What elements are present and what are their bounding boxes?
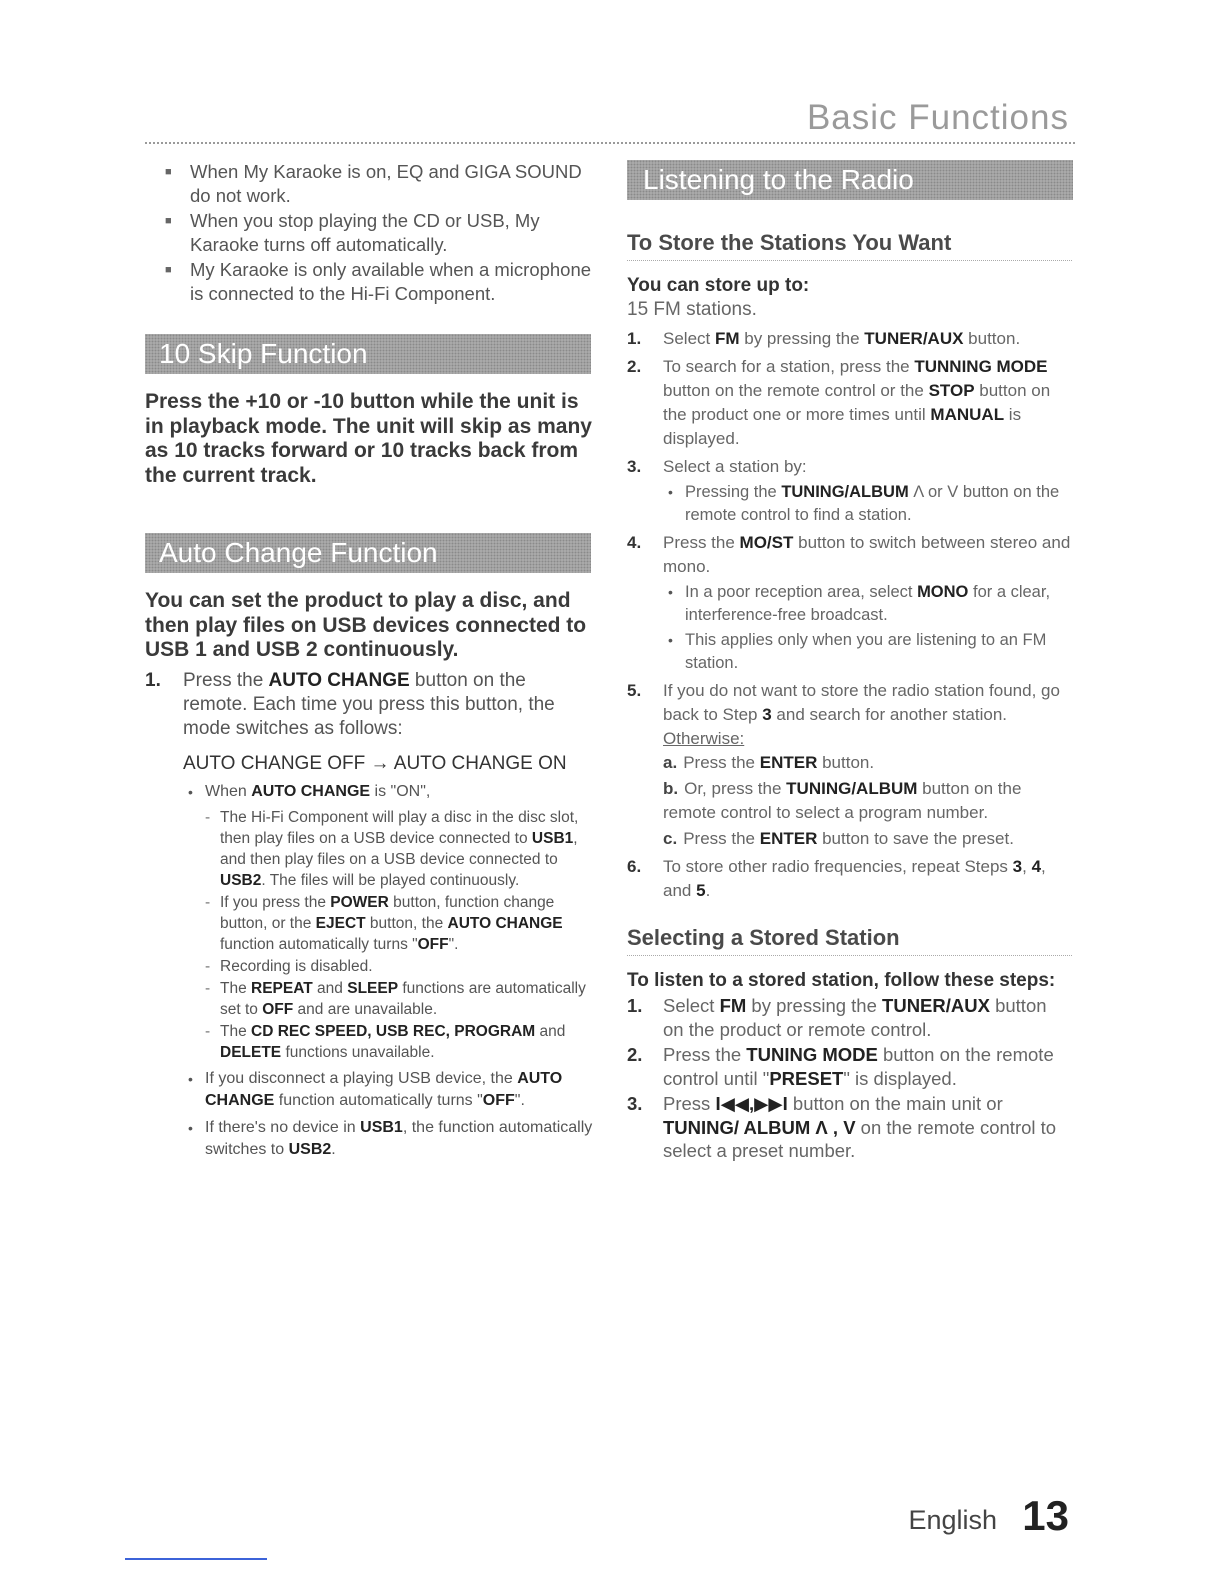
store-capacity: 15 FM stations. xyxy=(627,299,757,320)
skip-function-text: Press the +10 or -10 button while the unit is in playback mode. The unit will skip as many as 10 tracks forward or 10 tracks back from the current track. xyxy=(145,390,592,487)
store-intro: You can store up to: xyxy=(627,275,810,296)
list-item: • If you disconnect a playing USB device, the AUTO CHANGE function automatically turns "OFF". xyxy=(188,1069,563,1109)
step-2: 2. Press the TUNING MODE button on the remote control until "PRESET" is displayed. xyxy=(627,1044,1054,1089)
right-column xyxy=(627,160,1072,1165)
square-bullet-icon: ■ xyxy=(165,215,172,227)
auto-change-intro: You can set the product to play a disc, and then play files on USB devices connected to USB 1 and USB 2 continuously. xyxy=(145,589,587,661)
step-1: 1. Select FM by pressing the TUNER/AUX button. xyxy=(627,329,1021,348)
sub-step-c: c. Press the ENTER button to save the preset. xyxy=(663,829,1014,848)
step-5: 5. If you do not want to store the radio station found, go back to Step 3 and search for another station. Otherwise: a. Press the ENTER button. b. Or, press the TUNING/ALBUM button on the remote control to select a program number. c. Press the ENTER button to save the preset. xyxy=(627,679,1072,851)
karaoke-notes xyxy=(145,160,593,306)
sub-step-b: b. Or, press the TUNING/ALBUM button on the remote control to select a program number. xyxy=(663,779,1022,822)
store-stations-heading: To Store the Stations You Want xyxy=(627,230,1072,261)
selecting-intro: To listen to a stored station, follow these steps: xyxy=(627,970,1056,991)
radio-banner: Listening to the Radio xyxy=(627,160,1073,200)
bullet-dot-icon: • xyxy=(188,783,193,800)
step-3: 3. Press I◀◀,▶▶I button on the main unit or TUNING/ ALBUM Λ , V on the remote control to select a preset number. xyxy=(627,1093,1057,1161)
bullet-dot-icon: • xyxy=(668,484,673,500)
step-1: 1. Select FM by pressing the TUNER/AUX button on the product or remote control. xyxy=(627,995,1047,1040)
step-2: 2. To search for a station, press the TUNNING MODE button on the remote control or the STOP button on the product one or more times until MANUAL is displayed. xyxy=(627,357,1051,448)
bullet-dot-icon: • xyxy=(188,1119,193,1136)
list-item: • Pressing the TUNING/ALBUM Λ or V button on the remote control to find a station. xyxy=(668,483,1060,524)
sub-step-a: a. Press the ENTER button. xyxy=(663,753,875,772)
list-item: • This applies only when you are listening to an FM station. xyxy=(668,631,1047,672)
store-steps xyxy=(627,327,1072,903)
list-item: - The CD REC SPEED, USB REC, PROGRAM and DELETE functions unavailable. xyxy=(205,1022,566,1061)
bullet-dot-icon: • xyxy=(188,1070,193,1087)
list-item: - Recording is disabled. xyxy=(205,957,373,975)
auto-change-banner: Auto Change Function xyxy=(145,533,591,573)
bullet-dot-icon: • xyxy=(668,584,673,600)
footer-language: English xyxy=(908,1505,997,1535)
selecting-steps xyxy=(627,994,1072,1163)
page-header-title: Basic Functions xyxy=(806,98,1069,137)
header-divider xyxy=(145,142,1075,144)
step-1: 1. Press the AUTO CHANGE button on the remote. Each time you press this button, the mode switches as follows: xyxy=(145,669,555,739)
square-bullet-icon: ■ xyxy=(165,166,172,178)
page-number: 13 xyxy=(1022,1492,1069,1539)
list-item: • When AUTO CHANGE is "ON", - The Hi-Fi Component will play a disc in the disc slot, then play files on a USB device connected to USB1, and then play files on a USB device connected to USB2. The files will be played continuously. - If you press the POWER button, function change button, or the EJECT button, the AUTO CHANGE function automatically turns "OFF". - Recording is disabled. - The REPEAT and SLEEP functions are automatically set to OFF and are unavailable. - The CD REC SPEED, USB REC, PROGRAM and DELETE functions unavailable. xyxy=(183,781,593,1063)
list-item: ■ My Karaoke is only available when a microphone is connected to the Hi-Fi Component. xyxy=(165,259,592,304)
list-item: ■ When My Karaoke is on, EQ and GIGA SOUND do not work. xyxy=(165,161,582,206)
step-3: 3. Select a station by: • Pressing the TUNING/ALBUM Λ or V button on the remote control to find a station. xyxy=(627,455,1072,527)
selecting-station-heading: Selecting a Stored Station xyxy=(627,925,1072,956)
square-bullet-icon: ■ xyxy=(165,264,172,276)
list-item: • If there's no device in USB1, the function automatically switches to USB2. xyxy=(188,1118,593,1158)
bullet-dot-icon: • xyxy=(668,632,673,648)
list-item: - The REPEAT and SLEEP functions are automatically set to OFF and are unavailable. xyxy=(205,979,586,1018)
step-6: 6. To store other radio frequencies, repeat Steps 3, 4, and 5. xyxy=(627,857,1046,900)
list-item: ■ When you stop playing the CD or USB, My Karaoke turns off automatically. xyxy=(165,210,540,255)
auto-change-notes xyxy=(183,781,593,1161)
left-column xyxy=(145,160,593,1166)
list-item: - The Hi-Fi Component will play a disc in the disc slot, then play files on a USB device connected to USB1, and then play files on a USB device connected to USB2. The files will be played continuously. xyxy=(205,808,579,889)
footer-divider xyxy=(125,1558,267,1560)
list-item: - If you press the POWER button, function change button, or the EJECT button, the AUTO CHANGE function automatically turns "OFF". xyxy=(205,893,563,953)
auto-change-on-details xyxy=(205,807,593,1063)
skip-function-banner: 10 Skip Function xyxy=(145,334,591,374)
list-item: • In a poor reception area, select MONO for a clear, interference-free broadcast. xyxy=(668,583,1051,624)
skip-buttons-icon: I◀◀,▶▶I xyxy=(715,1093,788,1114)
auto-change-steps xyxy=(145,669,593,741)
auto-change-sequence: AUTO CHANGE OFF → AUTO CHANGE ON xyxy=(183,752,567,774)
step-4: 4. Press the MO/ST button to switch between stereo and mono. • In a poor reception area, select MONO for a clear, interference-free broadcast. • This applies only when you are listening to an FM station. xyxy=(627,531,1072,675)
